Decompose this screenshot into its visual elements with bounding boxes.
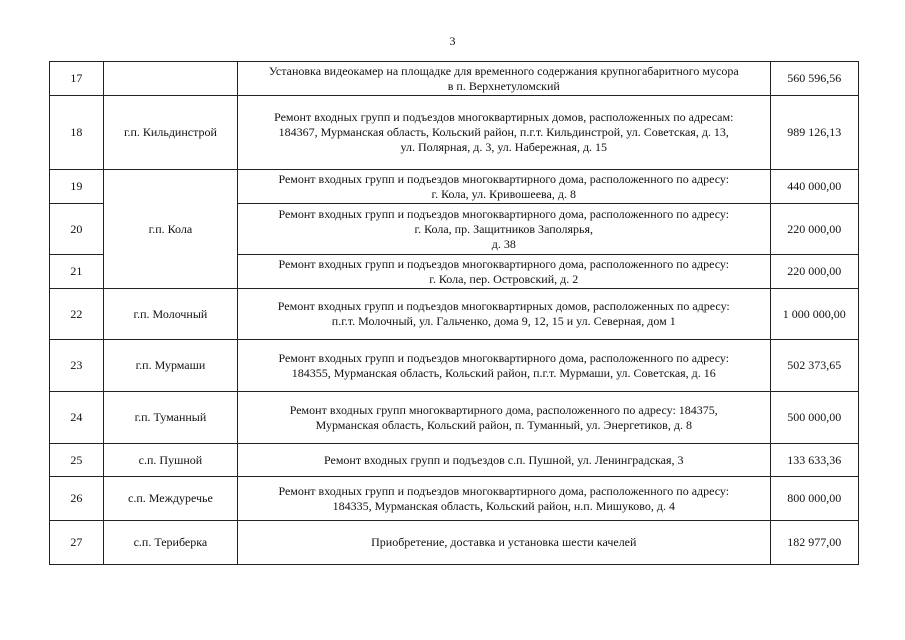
expenditure-table <box>49 61 859 565</box>
page-number: 3 <box>449 34 456 48</box>
description-cell: Ремонт входных групп и подъездов многоквартирного дома, расположенного по адресу: 184355, Мурманская область, Кольский район, п.г.т. Мурмаши, ул. Советская, д. 16 <box>238 340 771 392</box>
row-number: 25 <box>50 444 104 477</box>
row-number: 24 <box>50 392 104 444</box>
table-row <box>50 170 859 204</box>
row-number: 18 <box>50 96 104 170</box>
amount-cell: 133 633,36 <box>770 444 858 477</box>
description-cell: Ремонт входных групп и подъездов многоквартирного дома, расположенного по адресу: г. Кола, ул. Кривошеева, д. 8 <box>238 170 771 204</box>
settlement-cell: г.п. Кола <box>103 170 237 289</box>
row-number: 20 <box>50 204 104 255</box>
row-number: 19 <box>50 170 104 204</box>
amount-cell: 220 000,00 <box>770 255 858 289</box>
description-cell: Приобретение, доставка и установка шести качелей <box>238 521 771 565</box>
table-row <box>50 477 859 521</box>
amount-cell: 500 000,00 <box>770 392 858 444</box>
table-row <box>50 96 859 170</box>
settlement-cell: г.п. Туманный <box>103 392 237 444</box>
amount-cell: 502 373,65 <box>770 340 858 392</box>
settlement-cell <box>103 62 237 96</box>
settlement-cell: г.п. Кильдинстрой <box>103 96 237 170</box>
settlement-cell: г.п. Мурмаши <box>103 340 237 392</box>
table-row <box>50 521 859 565</box>
amount-cell: 440 000,00 <box>770 170 858 204</box>
settlement-cell: с.п. Териберка <box>103 521 237 565</box>
table-row <box>50 444 859 477</box>
row-number: 22 <box>50 289 104 340</box>
description-cell: Ремонт входных групп и подъездов многоквартирных домов, расположенных по адресу: п.г.т. Молочный, ул. Гальченко, дома 9, 12, 15 и ул. Северная, дом 1 <box>238 289 771 340</box>
amount-cell: 220 000,00 <box>770 204 858 255</box>
amount-cell: 560 596,56 <box>770 62 858 96</box>
row-number: 27 <box>50 521 104 565</box>
description-cell: Ремонт входных групп и подъездов многоквартирного дома, расположенного по адресу: 184335, Мурманская область, Кольский район, н.п. Мишуково, д. 4 <box>238 477 771 521</box>
description-cell: Ремонт входных групп многоквартирного дома, расположенного по адресу: 184375, Мурманская область, Кольский район, п. Туманный, ул. Энергетиков, д. 8 <box>238 392 771 444</box>
amount-cell: 1 000 000,00 <box>770 289 858 340</box>
description-cell: Установка видеокамер на площадке для временного содержания крупногабаритного мусора в п. Верхнетуломский <box>238 62 771 96</box>
settlement-cell: г.п. Молочный <box>103 289 237 340</box>
settlement-cell: с.п. Пушной <box>103 444 237 477</box>
table-row <box>50 392 859 444</box>
description-cell: Ремонт входных групп и подъездов многоквартирного дома, расположенного по адресу: г. Кола, пер. Островский, д. 2 <box>238 255 771 289</box>
table-row <box>50 289 859 340</box>
settlement-cell: с.п. Междуречье <box>103 477 237 521</box>
table-row <box>50 62 859 96</box>
row-number: 21 <box>50 255 104 289</box>
row-number: 26 <box>50 477 104 521</box>
amount-cell: 800 000,00 <box>770 477 858 521</box>
table-row <box>50 340 859 392</box>
amount-cell: 182 977,00 <box>770 521 858 565</box>
description-cell: Ремонт входных групп и подъездов с.п. Пушной, ул. Ленинградская, 3 <box>238 444 771 477</box>
row-number: 17 <box>50 62 104 96</box>
description-cell: Ремонт входных групп и подъездов многоквартирных домов, расположенных по адресам: 184367, Мурманская область, Кольский район, п.г.т. Кильдинстрой, ул. Советская, д. 13, ул. Полярная, д. 3, ул. Набережная, д. 15 <box>238 96 771 170</box>
row-number: 23 <box>50 340 104 392</box>
amount-cell: 989 126,13 <box>770 96 858 170</box>
description-cell: Ремонт входных групп и подъездов многоквартирного дома, расположенного по адресу: г. Кола, пр. Защитников Заполярья, д. 38 <box>238 204 771 255</box>
